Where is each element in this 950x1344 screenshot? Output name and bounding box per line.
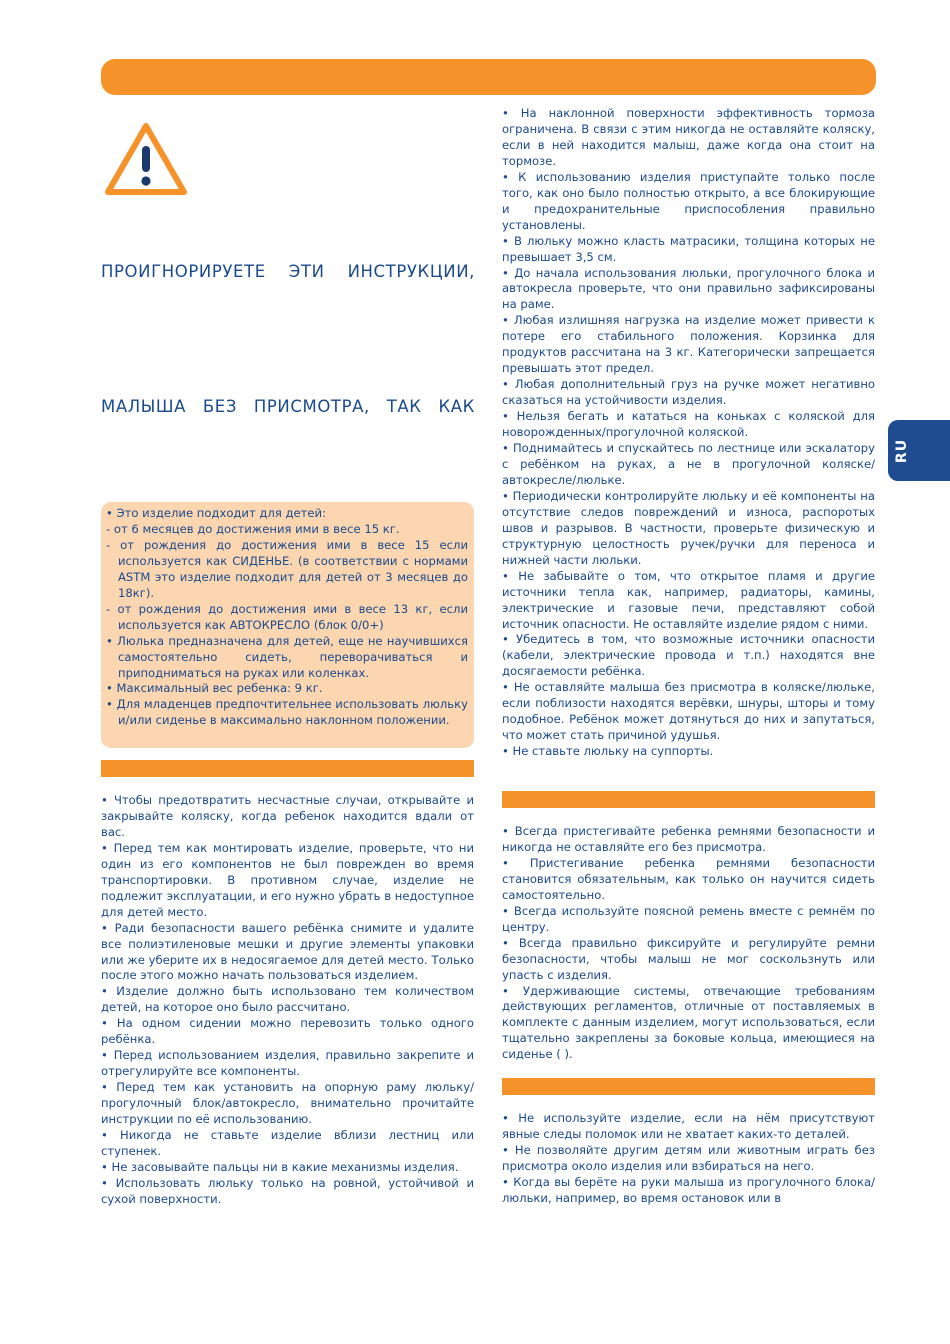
info-line: • Это изделие подходит для детей: bbox=[106, 506, 326, 520]
paragraph: • Всегда правильно фиксируйте и регулируйте ремни безопасности, чтобы малыш не мог соскользнуть или упасть с изделия. bbox=[502, 935, 875, 982]
paragraph: • Пристегивание ребенка ремнями безопасности становится обязательным, как только он научится сидеть самостоятельно. bbox=[502, 855, 875, 902]
heading-line-1: ПРОИГНОРИРУЕТЕ ЭТИ ИНСТРУКЦИИ, bbox=[101, 262, 475, 281]
info-line: • Для младенцев предпочтительнее использовать люльку и/или сиденье в максимально наклонном положении. bbox=[106, 697, 468, 728]
paragraph: • Не оставляйте малыша без присмотра в коляске/люльке, если поблизости находятся верёвки, шнуры, шторы и тому подобное. Ребёнок может дотянуться до них и запутаться, что может стать причиной удушья. bbox=[502, 680, 875, 743]
info-line: - от рождения до достижения ими в весе 15 если используется как СИДЕНЬЕ. (в соответствии с нормами ASTM это изделие подходит для детей от 3 месяцев до 18кг). bbox=[106, 537, 468, 600]
right-column-top-text bbox=[502, 106, 875, 760]
paragraph: • До начала использования люльки, прогулочного блока и автокресла проверьте, что они правильно зафиксированы на раме. bbox=[502, 265, 875, 312]
heading-line-2: МАЛЫША БЕЗ ПРИСМОТРА, ТАК КАК bbox=[101, 397, 475, 416]
paragraph: • К использованию изделия приступайте только после того, как оно было полностью открыто, а все блокирующие и предохранительные приспособления правильно установлены. bbox=[502, 169, 875, 232]
paragraph: • Использовать люльку только на ровной, устойчивой и сухой поверхности. bbox=[101, 1175, 474, 1206]
paragraph: • Всегда пристегивайте ребенка ремнями безопасности и никогда не оставляйте его без присмотра. bbox=[502, 824, 875, 854]
paragraph: • Не ставьте люльку на суппорты. bbox=[502, 744, 714, 759]
section-stripe-left bbox=[101, 760, 474, 777]
section-stripe-right-2 bbox=[502, 1078, 875, 1095]
language-tab bbox=[888, 420, 950, 481]
top-header-bar bbox=[101, 59, 876, 95]
paragraph: • Удерживающие системы, отвечающие требованиям действующих регламентов, отличные от поставляемых в комплекте с данным изделием, могут использоваться, если тщательно закреплены за боковые кольца, имеющиеся на сиденье ( ). bbox=[502, 983, 875, 1062]
paragraph: • Периодически контролируйте люльку и её компоненты на отсутствие следов повреждений и износа, распоротых швов и разрывов. В частности, проверьте физическую и структурную целостность ручек/ручки для переноса и нижней части люльки. bbox=[502, 488, 875, 567]
language-tab-label: RU bbox=[894, 438, 910, 463]
right-column-bottom-text bbox=[502, 1111, 875, 1207]
paragraph: • Не забывайте о том, что открытое пламя и другие источники тепла как, например, радиаторы, камины, электрические и газовые печи, представляют собой источник опасности. Не оставляйте изделие рядом с ними. bbox=[502, 568, 875, 631]
paragraph: • Чтобы предотвратить несчастные случаи, открывайте и закрывайте коляску, когда ребенок находится вдали от вас. bbox=[101, 793, 474, 839]
paragraph: • Ради безопасности вашего ребёнка снимите и удалите все полиэтиленовые мешки и другие элементы упаковки или же уберите их в недосягаемое для детей место. Только после этого можно начать пользоваться изделием. bbox=[101, 920, 474, 983]
section-stripe-right-1 bbox=[502, 791, 875, 808]
paragraph: • Перед тем как монтировать изделие, проверьте, что ни один из его компонентов не был поврежден во время транспортировки. В противном случае, изделие не подлежит эксплуатации, и его нужно убрать в недоступное для детей место. bbox=[101, 840, 474, 919]
paragraph: • Не позволяйте другим детям или животным играть без присмотра около изделия или взбираться на него. bbox=[502, 1142, 875, 1173]
info-line: - от 6 месяцев до достижения ими в весе 15 кг. bbox=[106, 521, 400, 536]
paragraph: • Перед использованием изделия, правильно закрепите и отрегулируйте все компоненты. bbox=[101, 1048, 474, 1079]
paragraph: • Поднимайтесь и спускайтесь по лестнице или эскалатору с ребёнком на руках, а не в прогулочной коляске/автокресле/люльке. bbox=[502, 441, 875, 487]
paragraph: • Никогда не ставьте изделие вблизи лестниц или ступенек. bbox=[101, 1128, 474, 1158]
left-column-text bbox=[101, 793, 474, 1208]
paragraph: • Не засовывайте пальцы ни в какие механизмы изделия. bbox=[101, 1159, 459, 1174]
paragraph: • Когда вы берёте на руки малыша из прогулочного блока/люльки, например, во время остановок или в bbox=[502, 1174, 875, 1205]
paragraph: • Изделие должно быть использовано тем количеством детей, на которое оно было рассчитано. bbox=[101, 984, 474, 1015]
paragraph: • Не используйте изделие, если на нём присутствуют явные следы поломок или не хватает каких-то деталей. bbox=[502, 1111, 875, 1141]
warning-triangle-icon bbox=[104, 122, 188, 196]
paragraph: • На одном сидении можно перевозить только одного ребёнка. bbox=[101, 1016, 474, 1047]
info-line: - от рождения до достижения ими в весе 13 кг, если используется как АВТОКРЕСЛО (блок 0/0+) bbox=[106, 601, 468, 632]
paragraph: • Любая дополнительный груз на ручке может негативно сказаться на устойчивости изделия. bbox=[502, 377, 875, 408]
paragraph: • Перед тем как установить на опорную раму люльку/прогулочный блок/автокресло, внимательно прочитайте инструкции по её использованию. bbox=[101, 1080, 474, 1127]
paragraph: • Нельзя бегать и кататься на коньках с коляской для новорожденных/прогулочной коляской. bbox=[502, 409, 875, 440]
paragraph: • Убедитесь в том, что возможные источники опасности (кабели, электрические провода и т.п.) находятся вне досягаемости ребёнка. bbox=[502, 632, 875, 679]
paragraph: • Всегда используйте поясной ремень вместе с ремнём по центру. bbox=[502, 903, 875, 934]
info-line: • Люлька предназначена для детей, еще не научившихся самостоятельно сидеть, переворачиваться и приподниматься на руках или коленках. bbox=[106, 633, 468, 680]
paragraph: • На наклонной поверхности эффективность тормоза ограничена. В связи с этим никогда не оставляйте коляску, если в ней находится малыш, даже когда она стоит на тормозе. bbox=[502, 106, 875, 168]
info-box-text bbox=[106, 506, 468, 729]
paragraph: • Любая излишняя нагрузка на изделие может привести к потере его стабильного положения. Корзинка для продуктов рассчитана на 3 кг. Категорически запрещается превышать этот предел. bbox=[502, 313, 875, 376]
paragraph: • В люльку можно класть матрасики, толщина которых не превышает 3,5 см. bbox=[502, 233, 875, 264]
info-line: • Максимальный вес ребенка: 9 кг. bbox=[106, 681, 323, 696]
right-column-mid-text bbox=[502, 824, 875, 1063]
